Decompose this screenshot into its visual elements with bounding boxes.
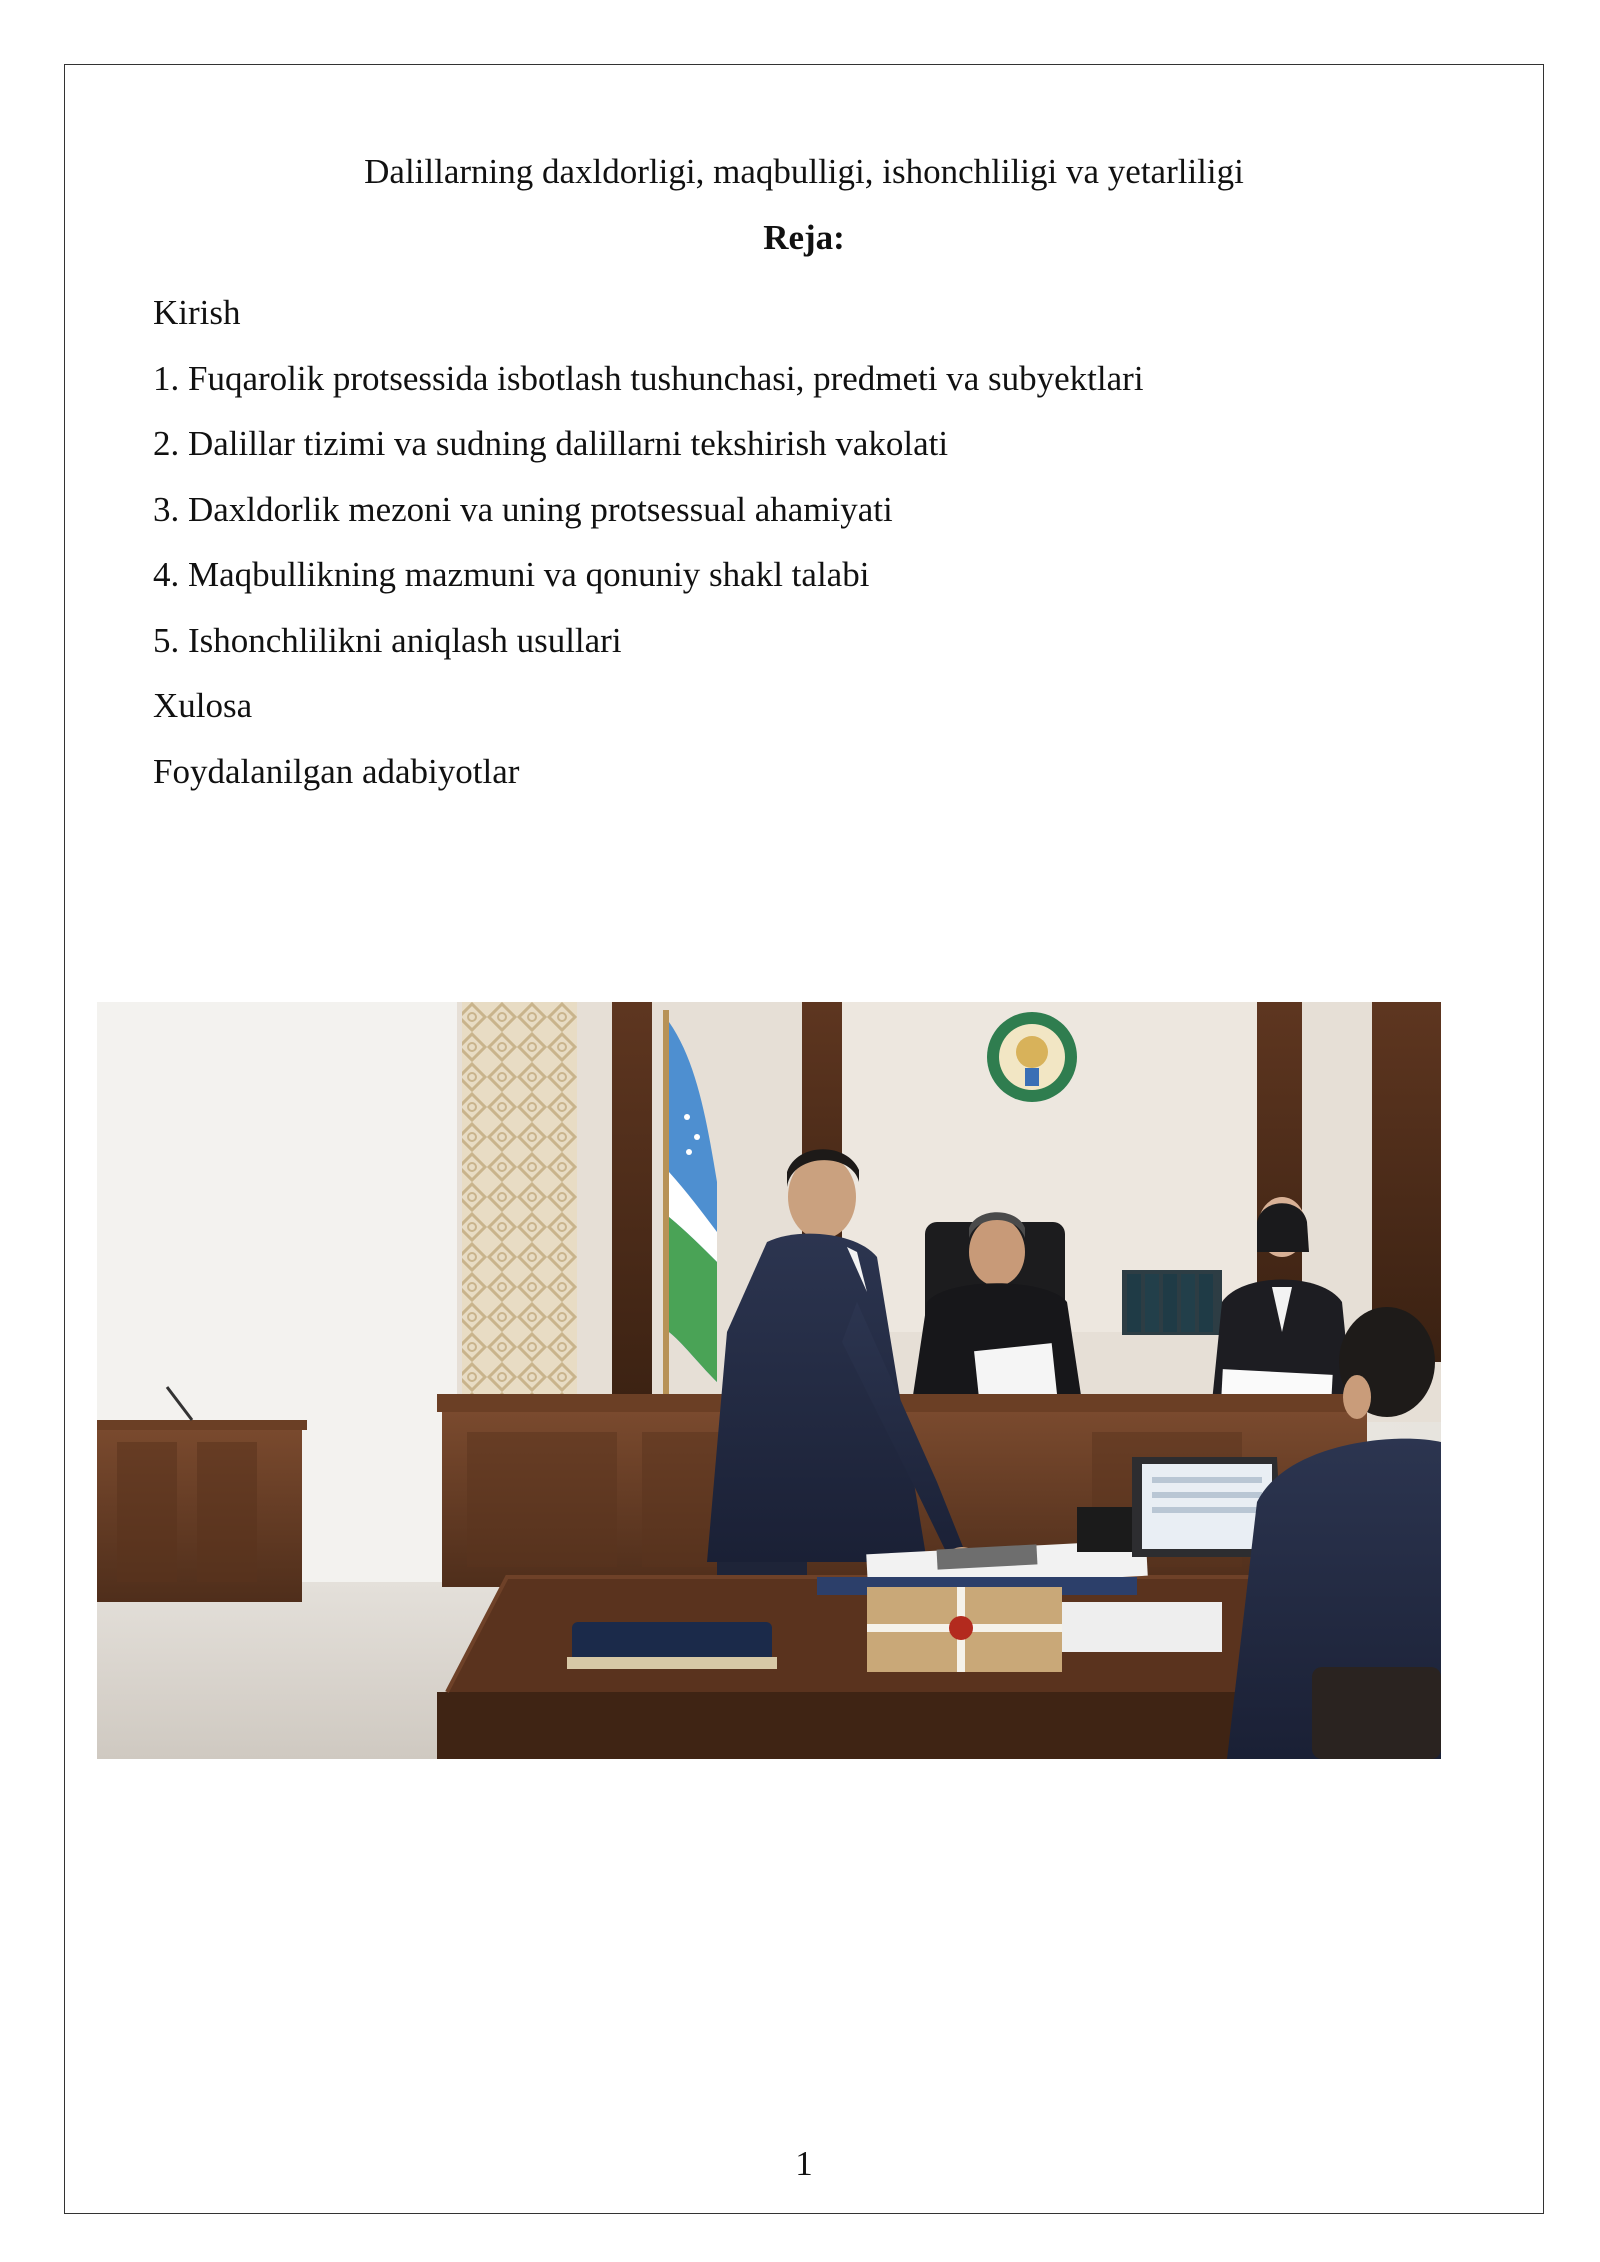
toc-item-3: 3. Daxldorlik mezoni va uning protsessual ahamiyati bbox=[153, 489, 893, 529]
document-title: Dalillarning daxldorligi, maqbulligi, ishonchliligi va yetarliligi bbox=[364, 152, 1244, 191]
toc-item-intro: Kirish bbox=[153, 293, 241, 332]
toc-item-4: 4. Maqbullikning mazmuni va qonuniy shakl talabi bbox=[153, 555, 870, 594]
table-of-contents bbox=[153, 280, 1473, 804]
toc-item-1: 1. Fuqarolik protsessida isbotlash tushunchasi, predmeti va subyektlari bbox=[153, 358, 1144, 398]
toc-item-references: Foydalanilgan adabiyotlar bbox=[153, 751, 520, 791]
toc-item-conclusion: Xulosa bbox=[153, 686, 253, 725]
page-number: 1 bbox=[795, 2144, 813, 2183]
toc-item-2: 2. Dalillar tizimi va sudning dalillarni tekshirish vakolati bbox=[153, 424, 949, 463]
courtroom-photo bbox=[97, 1002, 1441, 1759]
plan-heading: Reja: bbox=[763, 218, 845, 257]
toc-item-5: 5. Ishonchlilikni aniqlash usullari bbox=[153, 620, 622, 660]
